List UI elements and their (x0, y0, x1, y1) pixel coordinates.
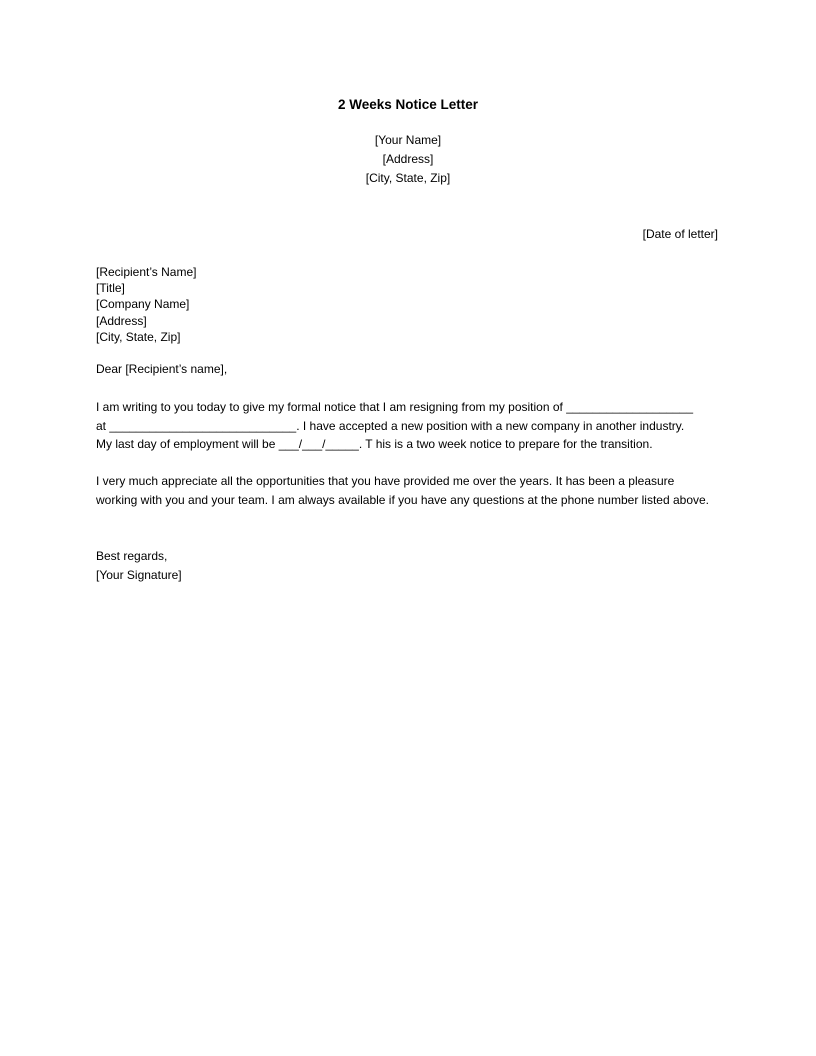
recipient-name: [Recipient’s Name] (96, 265, 197, 279)
sender-name: [Your Name] (374, 133, 442, 147)
body-paragraph-1-line: I am writing to you today to give my formal notice that I am resigning from my position of ___________________ (96, 400, 693, 414)
sender-address: [Address] (382, 152, 434, 166)
body-paragraph-1-line: at ____________________________. I have accepted a new position with a new company in another industry. (96, 418, 685, 433)
body-paragraph-1 (96, 398, 693, 454)
recipient-city-state-zip: [City, State, Zip] (96, 329, 181, 344)
recipient-address: [Address] (96, 313, 147, 328)
sender-block (0, 131, 816, 188)
body-paragraph-1-line: My last day of employment will be ___/___/_____. T his is a two week notice to prepare for the transition. (96, 437, 653, 452)
body-paragraph-2 (96, 472, 709, 510)
closing-phrase: Best regards, (96, 549, 168, 563)
recipient-title: [Title] (96, 281, 125, 296)
salutation: Dear [Recipient’s name], (96, 362, 228, 376)
body-paragraph-2-line: I very much appreciate all the opportunities that you have provided me over the years. It has been a pleasure (96, 474, 675, 488)
recipient-block (96, 264, 197, 345)
letter-date: [Date of letter] (642, 227, 718, 241)
recipient-company: [Company Name] (96, 297, 190, 312)
body-paragraph-2-line: working with you and your team. I am always available if you have any questions at the phone number listed above. (96, 493, 710, 507)
sender-city-state-zip: [City, State, Zip] (365, 171, 451, 185)
closing-block (96, 547, 182, 585)
letter-title: 2 Weeks Notice Letter (337, 97, 479, 112)
signature-placeholder: [Your Signature] (96, 568, 182, 582)
